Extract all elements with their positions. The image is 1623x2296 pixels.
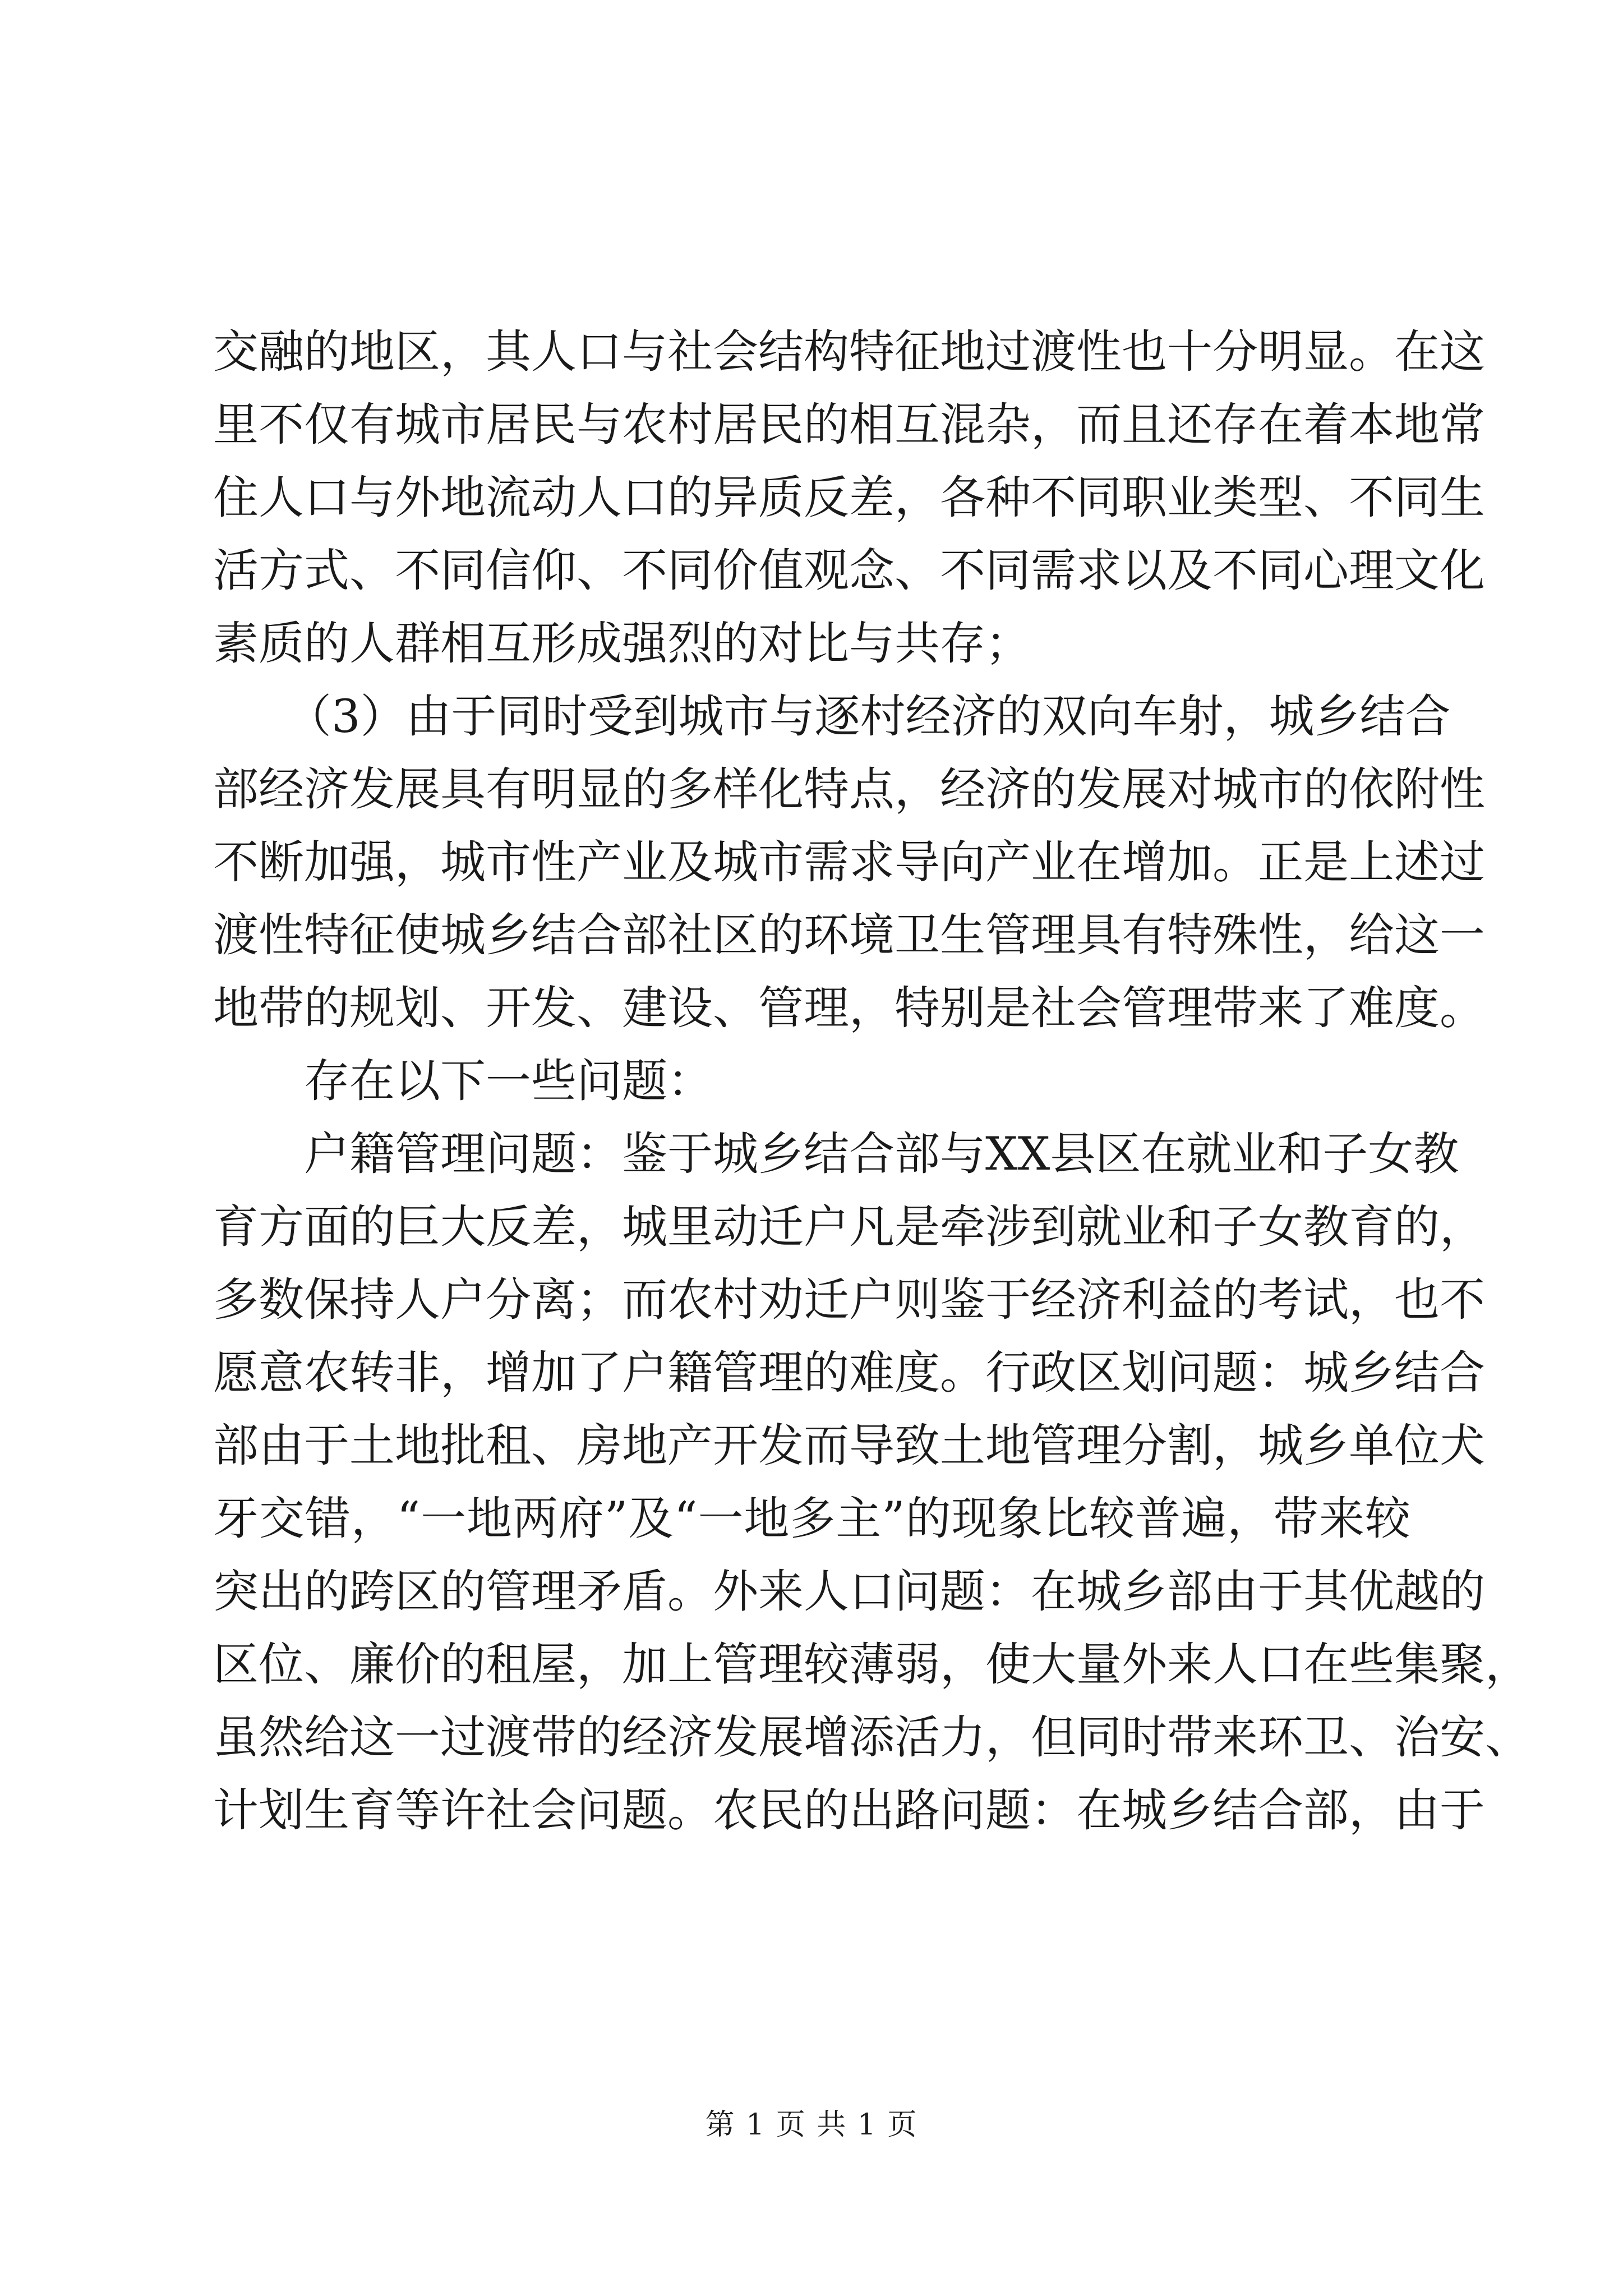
text-line: 活方式、不同信仰、不同价值观念、不同需求以及不同心理文化 [213,545,1486,597]
body-text [213,302,1531,1861]
text-line: 多数保持人户分离；而农村劝迁户则鉴于经济利益的考试，也不 [213,1274,1486,1327]
page-footer: 第 1 页 共 1 页 [705,2108,918,2142]
text-line: 育方面的巨大反差，城里动迁户凡是牵涉到就业和子女教育的， [213,1201,1486,1254]
text-line: 住人口与外地流动人口的异质反差，各种不同职业类型、不同生 [213,472,1486,524]
text-line: 渡性特征使城乡结合部社区的环境卫生管理具有特殊性，给这一 [213,909,1486,962]
text-line: 部经济发展具有明显的多样化特点，经济的发展对城市的依附性 [213,763,1486,816]
text-line: 部由于土地批租、房地产开发而导致土地管理分割，城乡单位犬 [213,1420,1486,1473]
text-line: 素质的人群相互形成强烈的对比与共存； [213,618,1031,670]
text-line: 虽然给这一过渡带的经济发展增添活力，但同时带来环卫、治安、 [213,1711,1531,1764]
text-line: 里不仅有城市居民与农村居民的相互混杂，而且还存在着本地常 [213,399,1486,452]
text-line: 愿意农转非，增加了户籍管理的难度。行政区划问题：城乡结合 [213,1347,1486,1400]
text-line: 突出的跨区的管理矛盾。外来人口问题：在城乡部由于其优越的 [213,1566,1486,1618]
text-line: 不断加强，城市性产业及城市需求导向产业在增加。正是上述过 [213,836,1486,889]
text-line: 地带的规划、开发、建设、管理，特别是社会管理带来了难度。 [213,982,1486,1035]
text-line: 牙交错，“一地两府”及“一地多主”的现象比较普遍，带来较 [213,1493,1410,1545]
text-line: 交融的地区，其人口与社会结构特征地过渡性也十分明显。在这 [213,326,1486,379]
text-line: 区位、廉价的租屋，加上管理较薄弱，使大量外来人口在些集聚， [213,1639,1531,1691]
text-line: （3）由于同时受到城市与逐村经济的双向车射，城乡结合 [286,691,1451,743]
text-line: 计划生育等许社会问题。农民的出路问题：在城乡结合部，由于 [213,1784,1486,1837]
text-line: 存在以下一些问题： [304,1055,713,1108]
text-line: 户籍管理问题：鉴于城乡结合部与XX县区在就业和子女教 [304,1128,1459,1181]
